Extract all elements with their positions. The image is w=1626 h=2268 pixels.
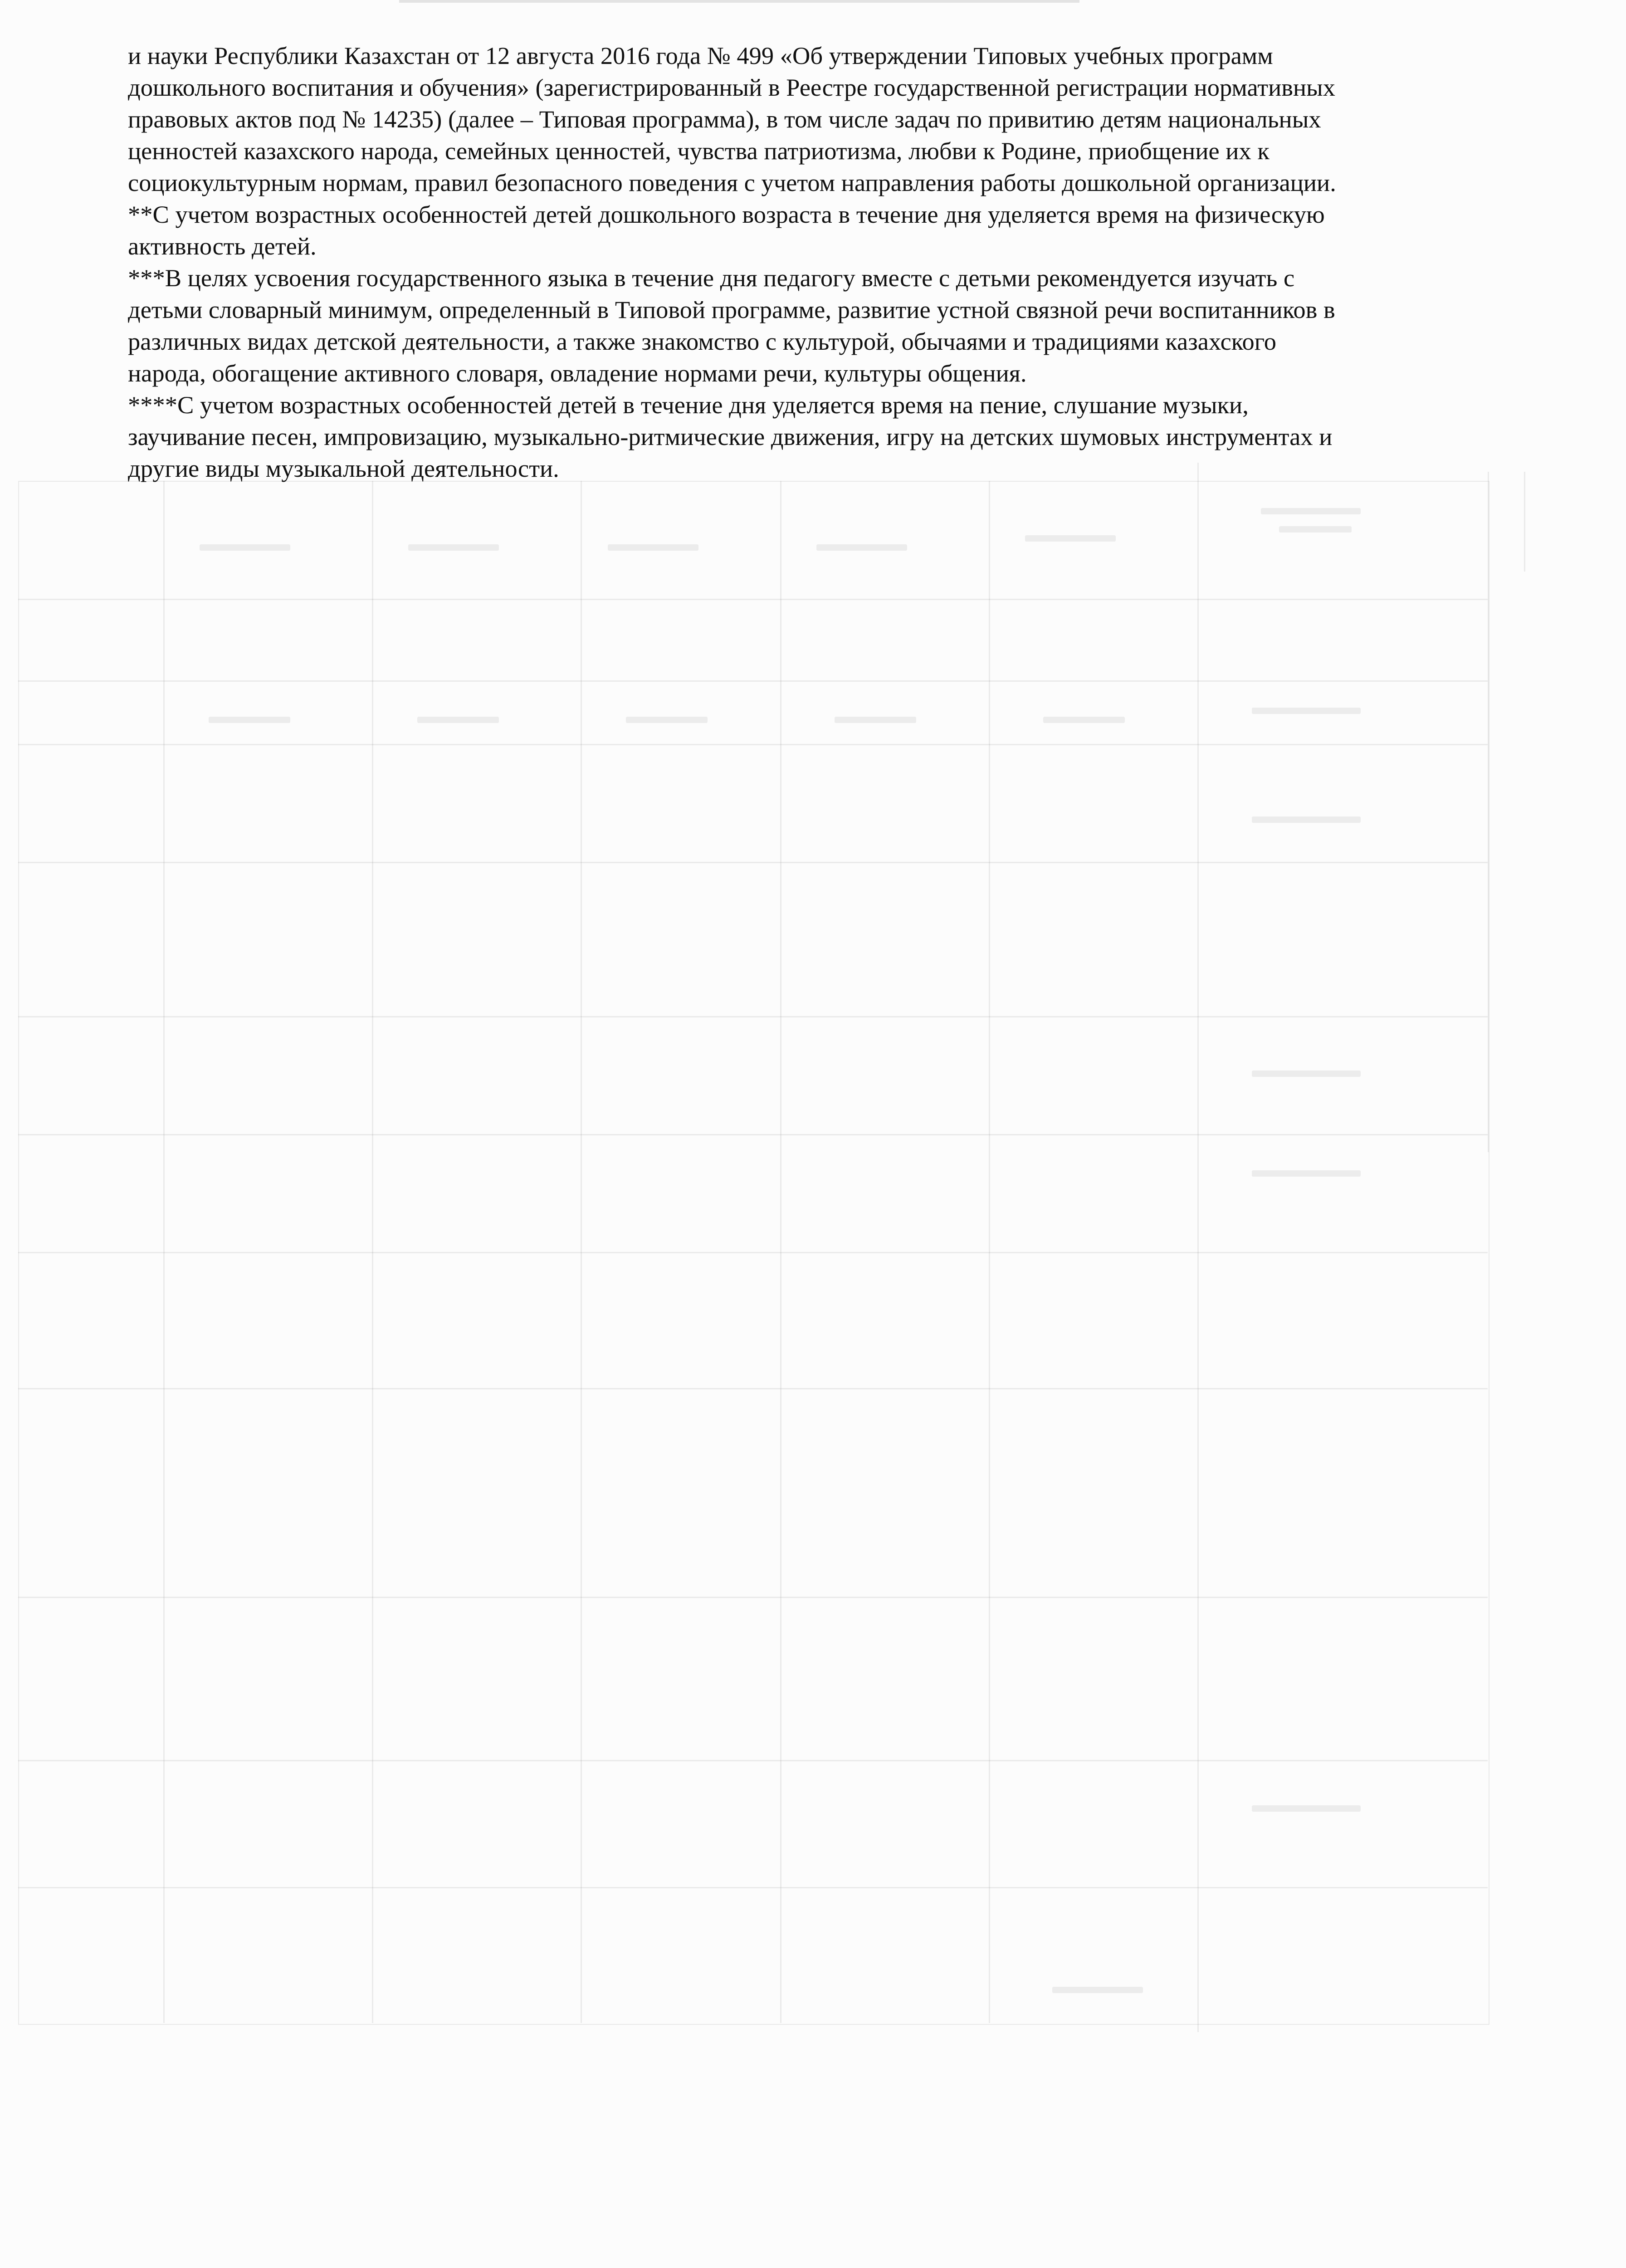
ghost-cell-text <box>1052 1987 1143 1993</box>
text-line: ценностей казахского народа, семейных ценностей, чувства патриотизма, любви к Родине, приобщение их к <box>128 137 1270 165</box>
ghost-cell-text <box>1261 508 1361 514</box>
footnote-line: **С учетом возрастных особенностей детей дошкольного возраста в течение дня уделяется время на физическую <box>128 200 1325 228</box>
footnote-line: народа, обогащение активного словаря, овладение нормами речи, культуры общения. <box>128 359 1027 387</box>
ghost-cell-text <box>209 717 290 723</box>
ghost-row-line <box>18 1887 1488 1888</box>
text-line: правовых актов под № 14235) (далее – Типовая программа), в том числе задач по привитию детям национальных <box>128 105 1321 133</box>
ghost-cell-text <box>408 544 499 551</box>
ghost-row-line <box>18 1597 1488 1598</box>
ghost-column-line <box>1197 463 1199 2032</box>
ghost-row-line <box>18 1760 1488 1761</box>
ghost-cell-text <box>1252 708 1361 714</box>
ghost-cell-text <box>200 544 290 551</box>
ghost-cell-text <box>835 717 916 723</box>
ghost-cell-text <box>608 544 698 551</box>
ghost-cell-text <box>1252 816 1361 823</box>
footnote-line: различных видах детской деятельности, а также знакомство с культурой, обычаями и традициями казахского <box>128 327 1277 355</box>
ghost-row-line <box>18 744 1488 745</box>
page-top-edge <box>399 0 1079 3</box>
ghost-cell-text <box>1252 1170 1361 1177</box>
text-line: и науки Республики Казахстан от 12 августа 2016 года № 499 «Об утверждении Типовых учебных программ <box>128 42 1273 69</box>
footnotes-text <box>128 40 1502 484</box>
ghost-row-line <box>18 1134 1488 1135</box>
footnote-line: активность детей. <box>128 232 317 260</box>
ghost-cell-text <box>417 717 499 723</box>
ghost-column-line <box>1524 472 1525 572</box>
ghost-row-line <box>18 680 1488 682</box>
ghost-cell-text <box>1279 526 1352 533</box>
footnote-line: заучивание песен, импровизацию, музыкально-ритмические движения, игру на детских шумовых инструментах и <box>128 423 1333 450</box>
ghost-row-line <box>18 599 1488 600</box>
ghost-cell-text <box>816 544 907 551</box>
ghost-row-line <box>18 862 1488 863</box>
ghost-row-line <box>18 1388 1488 1389</box>
ghost-row-line <box>18 1252 1488 1253</box>
text-line: дошкольного воспитания и обучения» (зарегистрированный в Реестре государственной регистрации нормативных <box>128 73 1336 101</box>
footnote-line: ***В целях усвоения государственного языка в течение дня педагогу вместе с детьми рекомендуется изучать с <box>128 264 1295 292</box>
footnote-line: другие виды музыкальной деятельности. <box>128 455 559 482</box>
ghost-column-line <box>1488 472 1489 1152</box>
footnote-line: детьми словарный минимум, определенный в Типовой программе, развитие устной связной речи воспитанников в <box>128 296 1335 323</box>
ghost-cell-text <box>1043 717 1125 723</box>
text-line: социокультурным нормам, правил безопасного поведения с учетом направления работы дошкольной организации. <box>128 169 1336 196</box>
ghost-row-line <box>18 1016 1488 1017</box>
ghost-cell-text <box>626 717 708 723</box>
ghost-cell-text <box>1252 1805 1361 1812</box>
ghost-cell-text <box>1025 535 1116 542</box>
ghost-cell-text <box>1252 1070 1361 1077</box>
footnote-line: ****С учетом возрастных особенностей детей в течение дня уделяется время на пение, слушание музыки, <box>128 391 1249 419</box>
